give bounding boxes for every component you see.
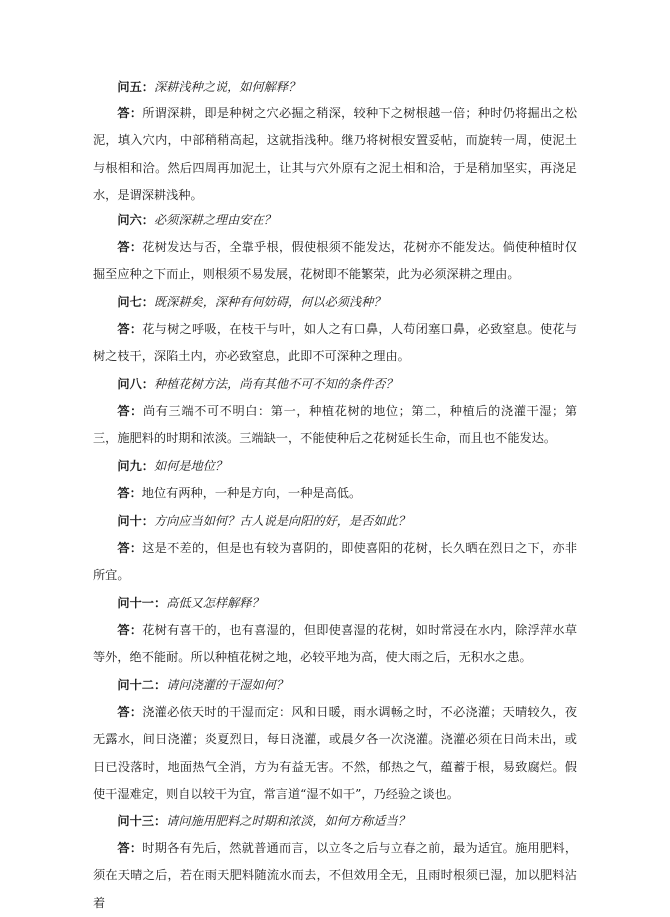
question-text: 必须深耕之理由安在？ — [153, 213, 276, 227]
question-10 — [93, 508, 577, 535]
question-11 — [93, 590, 577, 617]
answer-11 — [93, 617, 577, 672]
answer-7 — [93, 316, 577, 371]
question-6 — [93, 207, 577, 234]
question-text: 既深耕矣，深种有何妨碍，何以必须浅种？ — [153, 295, 386, 309]
question-label: 问九： — [117, 459, 154, 473]
answer-text: 这是不差的，但是也有较为喜阴的，即使喜阳的花树，长久晒在烈日之下，亦非所宜。 — [93, 541, 578, 583]
answer-text: 花树发达与否，全靠乎根，假使根须不能发达，花树亦不能发达。倘使种植时仅掘至应种之下而止，则根须不易发展，花树即不能繁荣，此为必须深耕之理由。 — [93, 240, 578, 282]
question-label: 问十一： — [117, 596, 167, 610]
answer-text: 浇灌必依天时的干湿而定：风和日暖，雨水调畅之时，不必浇灌；天晴较久，夜无露水，间日浇灌；炎夏烈日，每日浇灌，或晨夕各一次浇灌。浇灌必须在日尚未出，或日已没落时，地面热气全消，方为有益无害。不然，郁热之气，蕴蓄于根，易致腐烂。假使干湿难定，则自以较干为宜，常言道“湿不如干”，乃经验之谈也。 — [93, 705, 578, 802]
question-5 — [93, 74, 577, 101]
answer-10 — [93, 535, 577, 590]
question-label: 问十三： — [117, 814, 167, 828]
answer-text: 尚有三端不可不明白：第一，种植花树的地位；第二，种植后的浇灌干湿；第三，施肥料的时期和浓淡。三端缺一，不能使种后之花树延长生命，而且也不能发达。 — [93, 404, 578, 446]
question-label: 问六： — [117, 213, 154, 227]
question-9 — [93, 453, 577, 480]
question-text: 请问施用肥料之时期和浓淡，如何方称适当？ — [166, 814, 410, 828]
answer-9 — [93, 480, 577, 507]
question-label: 问十： — [117, 514, 154, 528]
answer-label: 答： — [117, 322, 143, 336]
answer-6 — [93, 234, 577, 289]
answer-text: 花树有喜干的，也有喜湿的，但即使喜湿的花树，如时常浸在水内，除浮萍水草等外，绝不能耐。所以种植花树之地，必较平地为高，使大雨之后，无积水之患。 — [93, 623, 578, 665]
question-7 — [93, 289, 577, 316]
answer-12 — [93, 699, 577, 809]
answer-label: 答： — [117, 841, 143, 855]
answer-text: 时期各有先后，然就普通而言，以立冬之后与立春之前，最为适宜。施用肥料，须在天晴之后，若在雨天肥料随流水而去，不但效用全无，且雨时根须已湿，加以肥料沾着 — [93, 841, 578, 910]
answer-label: 答： — [117, 486, 142, 500]
answer-label: 答： — [117, 404, 143, 418]
question-label: 问八： — [117, 377, 154, 391]
answer-text: 花与树之呼吸，在枝干与叶，如人之有口鼻，人苟闭塞口鼻，必致窒息。使花与树之枝干，深陷土内，亦必致窒息，此即不可深种之理由。 — [93, 322, 578, 364]
answer-label: 答： — [117, 106, 143, 120]
answer-label: 答： — [117, 623, 143, 637]
question-text: 如何是地位？ — [153, 459, 228, 473]
answer-label: 答： — [117, 541, 143, 555]
question-text: 高低又怎样解释？ — [166, 596, 264, 610]
question-text: 深耕浅种之说，如何解释？ — [153, 80, 301, 94]
question-label: 问十二： — [117, 678, 167, 692]
answer-8 — [93, 398, 577, 453]
question-text: 方向应当如何？古人说是向阳的好，是否如此？ — [153, 514, 410, 528]
answer-text: 所谓深耕，即是种树之穴必掘之稍深，较种下之树根越一倍；种时仍将掘出之松泥，填入穴内，中部稍稍高起，这就指浅种。继乃将树根安置妥帖，而旋转一周，使泥土与根相和洽。然后四周再加泥土，让其与穴外原有之泥土相和洽，于是稍加坚实，再浇足水，是谓深耕浅种。 — [93, 106, 578, 203]
answer-text: 地位有两种，一种是方向，一种是高低。 — [141, 486, 362, 500]
answer-13 — [93, 835, 577, 917]
question-8 — [93, 371, 577, 398]
answer-5 — [93, 100, 577, 210]
answer-label: 答： — [117, 240, 143, 254]
question-12 — [93, 672, 577, 699]
answer-label: 答： — [117, 705, 143, 719]
question-label: 问五： — [117, 80, 154, 94]
question-13 — [93, 808, 577, 835]
question-text: 请问浇灌的干湿如何？ — [166, 678, 289, 692]
question-label: 问七： — [117, 295, 154, 309]
question-text: 种植花树方法，尚有其他不可不知的条件否？ — [153, 377, 398, 391]
